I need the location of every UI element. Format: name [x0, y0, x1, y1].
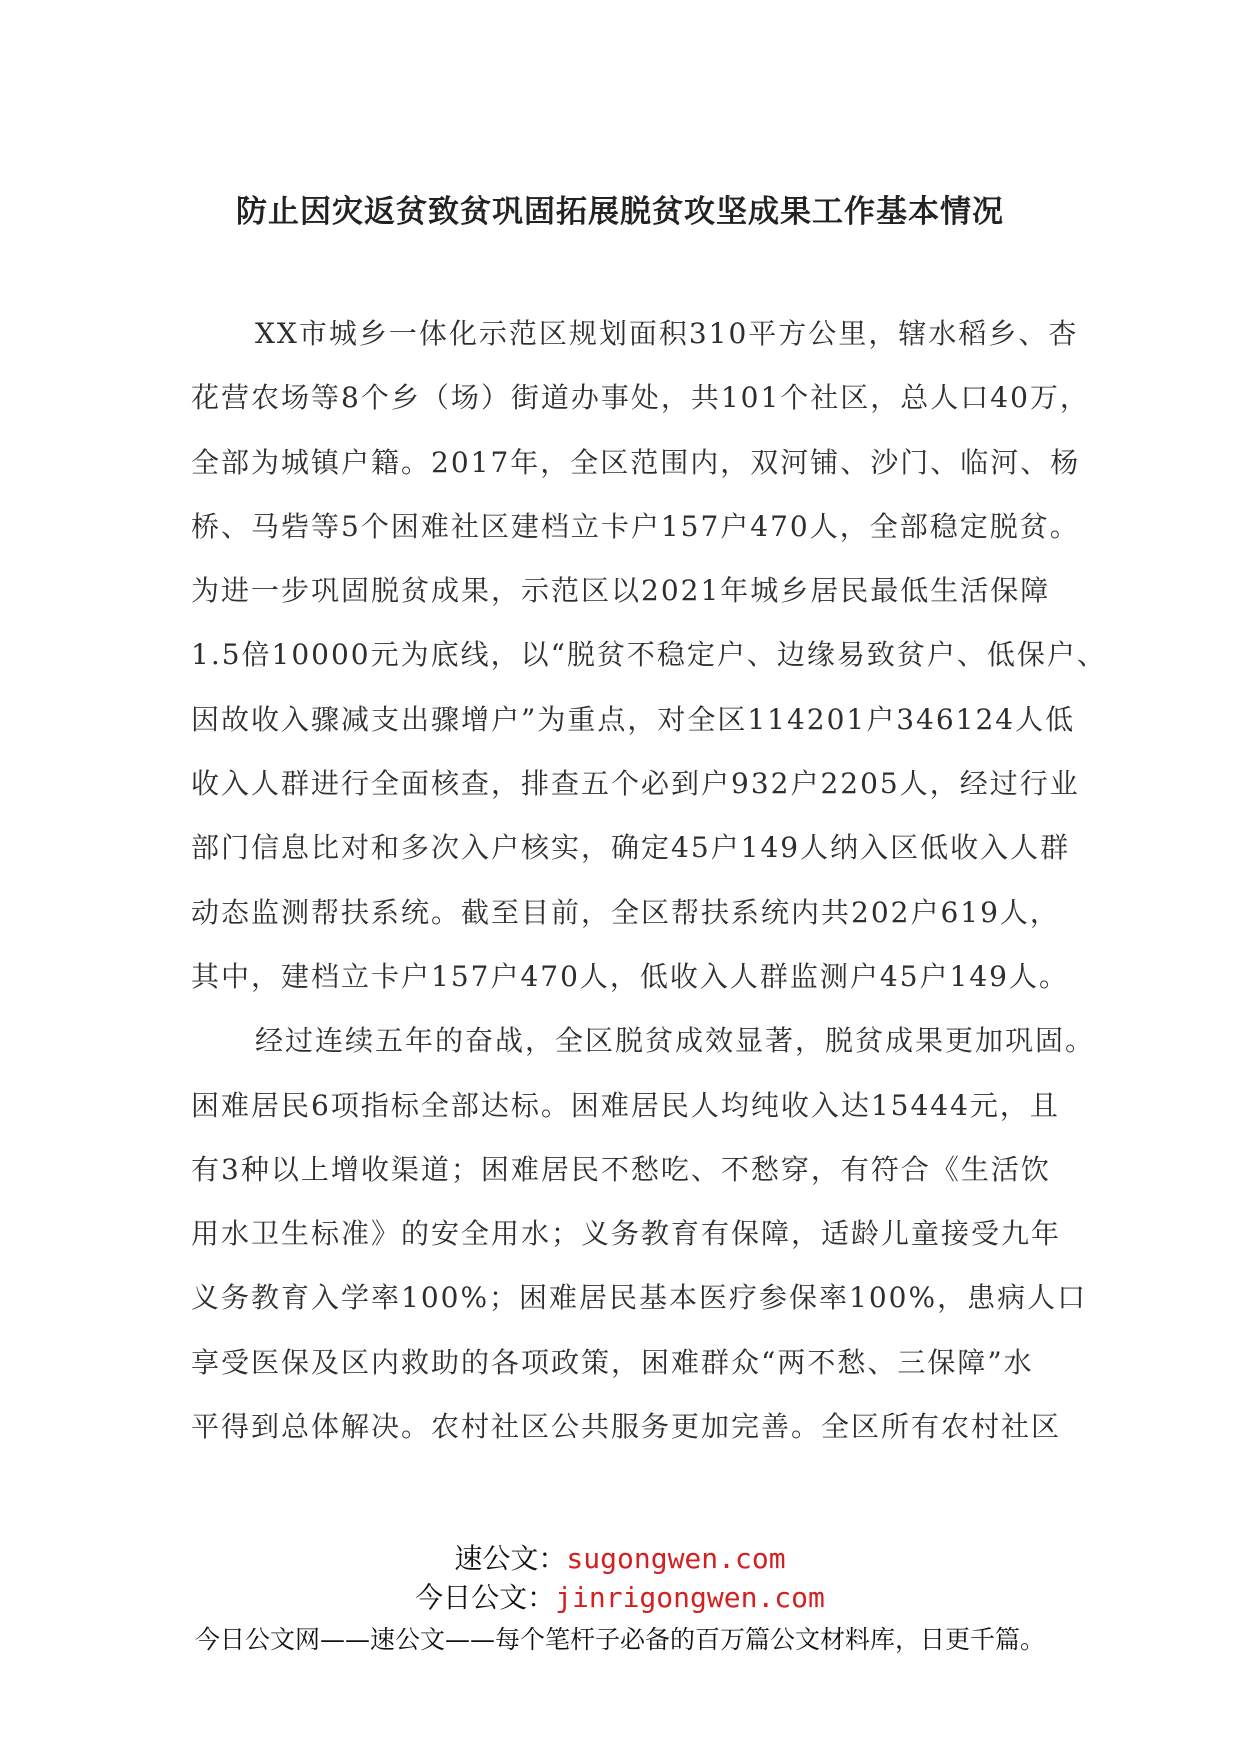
paragraph-2-line: 有3种以上增收渠道；困难居民不愁吃、不愁穿，有符合《生活饮 [191, 1152, 1051, 1186]
paragraph-1-line: 部门信息比对和多次入户核实，确定45户149人纳入区低收入人群 [191, 831, 1071, 865]
footer-label-jinrigongwen: 今日公文： [415, 1581, 556, 1614]
footer-slogan: 今日公文网——速公文——每个笔杆子必备的百万篇公文材料库，日更千篇。 [194, 1625, 1045, 1654]
paragraph-1-line: 全部为城镇户籍。2017年，全区范围内，双河铺、沙门、临河、杨 [191, 445, 1081, 479]
footer-sugongwen [0, 1537, 1240, 1577]
paragraph-2-line: 享受医保及区内救助的各项政策，困难群众“两不愁、三保障”水 [191, 1345, 1034, 1379]
paragraph-1-line: 为进一步巩固脱贫成果，示范区以2021年城乡居民最低生活保障 [191, 574, 1051, 608]
paragraph-1-line: 花营农场等8个乡（场）街道办事处，共101个社区，总人口40万， [191, 381, 1090, 415]
paragraph-1-line: 动态监测帮扶系统。截至目前，全区帮扶系统内共202户619人， [191, 895, 1060, 929]
paragraph-1-line: 1.5倍10000元为底线，以“脱贫不稳定户、边缘易致贫户、低保户、 [191, 638, 1107, 672]
document-title: 防止因灾返贫致贫巩固拓展脱贫攻坚成果工作基本情况 [236, 194, 1004, 230]
paragraph-2-line: 平得到总体解决。农村社区公共服务更加完善。全区所有农村社区 [191, 1410, 1062, 1444]
paragraph-2-line: 经过连续五年的奋战，全区脱贫成效显著，脱贫成果更加巩固。 [255, 1024, 1096, 1058]
paragraph-1-line: 其中，建档立卡户157户470人，低收入人群监测户45户149人。 [191, 959, 1069, 993]
footer-link-sugongwen[interactable]: sugongwen.com [566, 1542, 786, 1575]
footer-label-sugongwen: 速公文： [454, 1542, 567, 1575]
paragraph-2-line: 困难居民6项指标全部达标。困难居民人均纯收入达15444元，且 [191, 1088, 1060, 1122]
paragraph-2-line: 用水卫生标准》的安全用水；义务教育有保障，适龄儿童接受九年 [191, 1217, 1062, 1251]
paragraph-1-line: 因故收入骤减支出骤增户”为重点，对全区114201户346124人低 [191, 702, 1076, 736]
footer-link-jinrigongwen[interactable]: jinrigongwen.com [555, 1581, 825, 1614]
paragraph-1-line: 桥、马砦等5个困难社区建档立卡户157户470人，全部稳定脱贫。 [191, 509, 1080, 543]
paragraph-2-line: 义务教育入学率100%；困难居民基本医疗参保率100%，患病人口 [191, 1281, 1088, 1315]
paragraph-1-line: 收入人群进行全面核查，排查五个必到户932户2205人，经过行业 [191, 767, 1080, 801]
paragraph-1-line: XX市城乡一体化示范区规划面积310平方公里，辖水稻乡、杏 [255, 317, 1079, 350]
document-body [191, 302, 1107, 1459]
footer-jinrigongwen [0, 1576, 1240, 1616]
